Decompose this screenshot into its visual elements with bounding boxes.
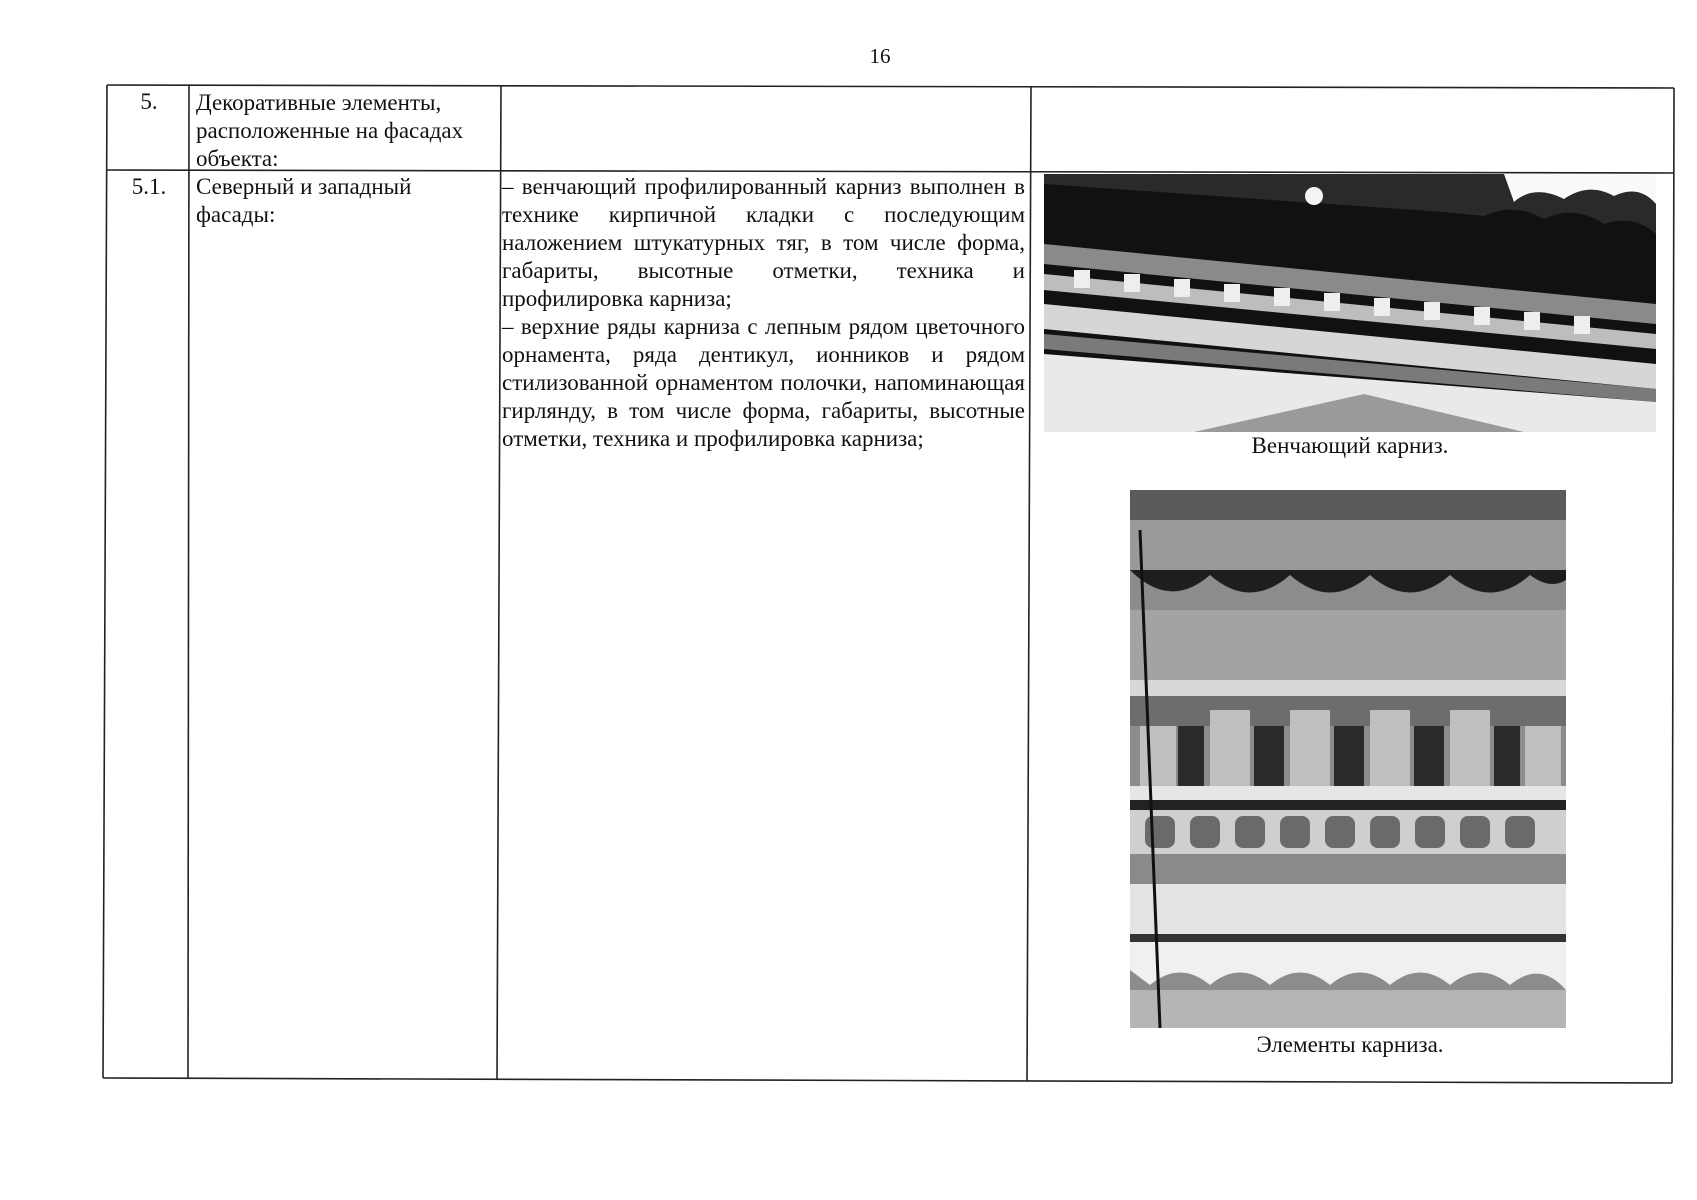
row-5-element: Декоративные элементы, расположенные на фасадах объекта: xyxy=(196,90,464,171)
page-number: 16 xyxy=(869,44,891,68)
row-5-1-number: 5.1. xyxy=(131,174,167,199)
row-5-number: 5. xyxy=(140,89,158,114)
row-5-1-description-2: – верхние ряды карниза с лепным рядом цветочного орнамента, ряда дентикул, ионников и рядом стилизованной орнаментом полочки, напоминающая гирлянду, в том числе форма, габариты, высотные отметки, техника и профилировка карниза; xyxy=(502,314,1025,451)
cornice-elements-photo-caption: Элементы карниза. xyxy=(1256,1032,1444,1057)
cornice-elements-photo xyxy=(1130,490,1566,1028)
cornice-photo xyxy=(1044,174,1656,432)
row-5-1-element: Северный и западный фасады: xyxy=(196,174,412,227)
row-5-1-description-1: – венчающий профилированный карниз выполнен в технике кирпичной кладки с последующим наложением штукатурных тяг, в том числе форма, габариты, высотные отметки, техника и профилировка карниза; xyxy=(502,174,1025,311)
cornice-photo-caption: Венчающий карниз. xyxy=(1251,433,1449,458)
